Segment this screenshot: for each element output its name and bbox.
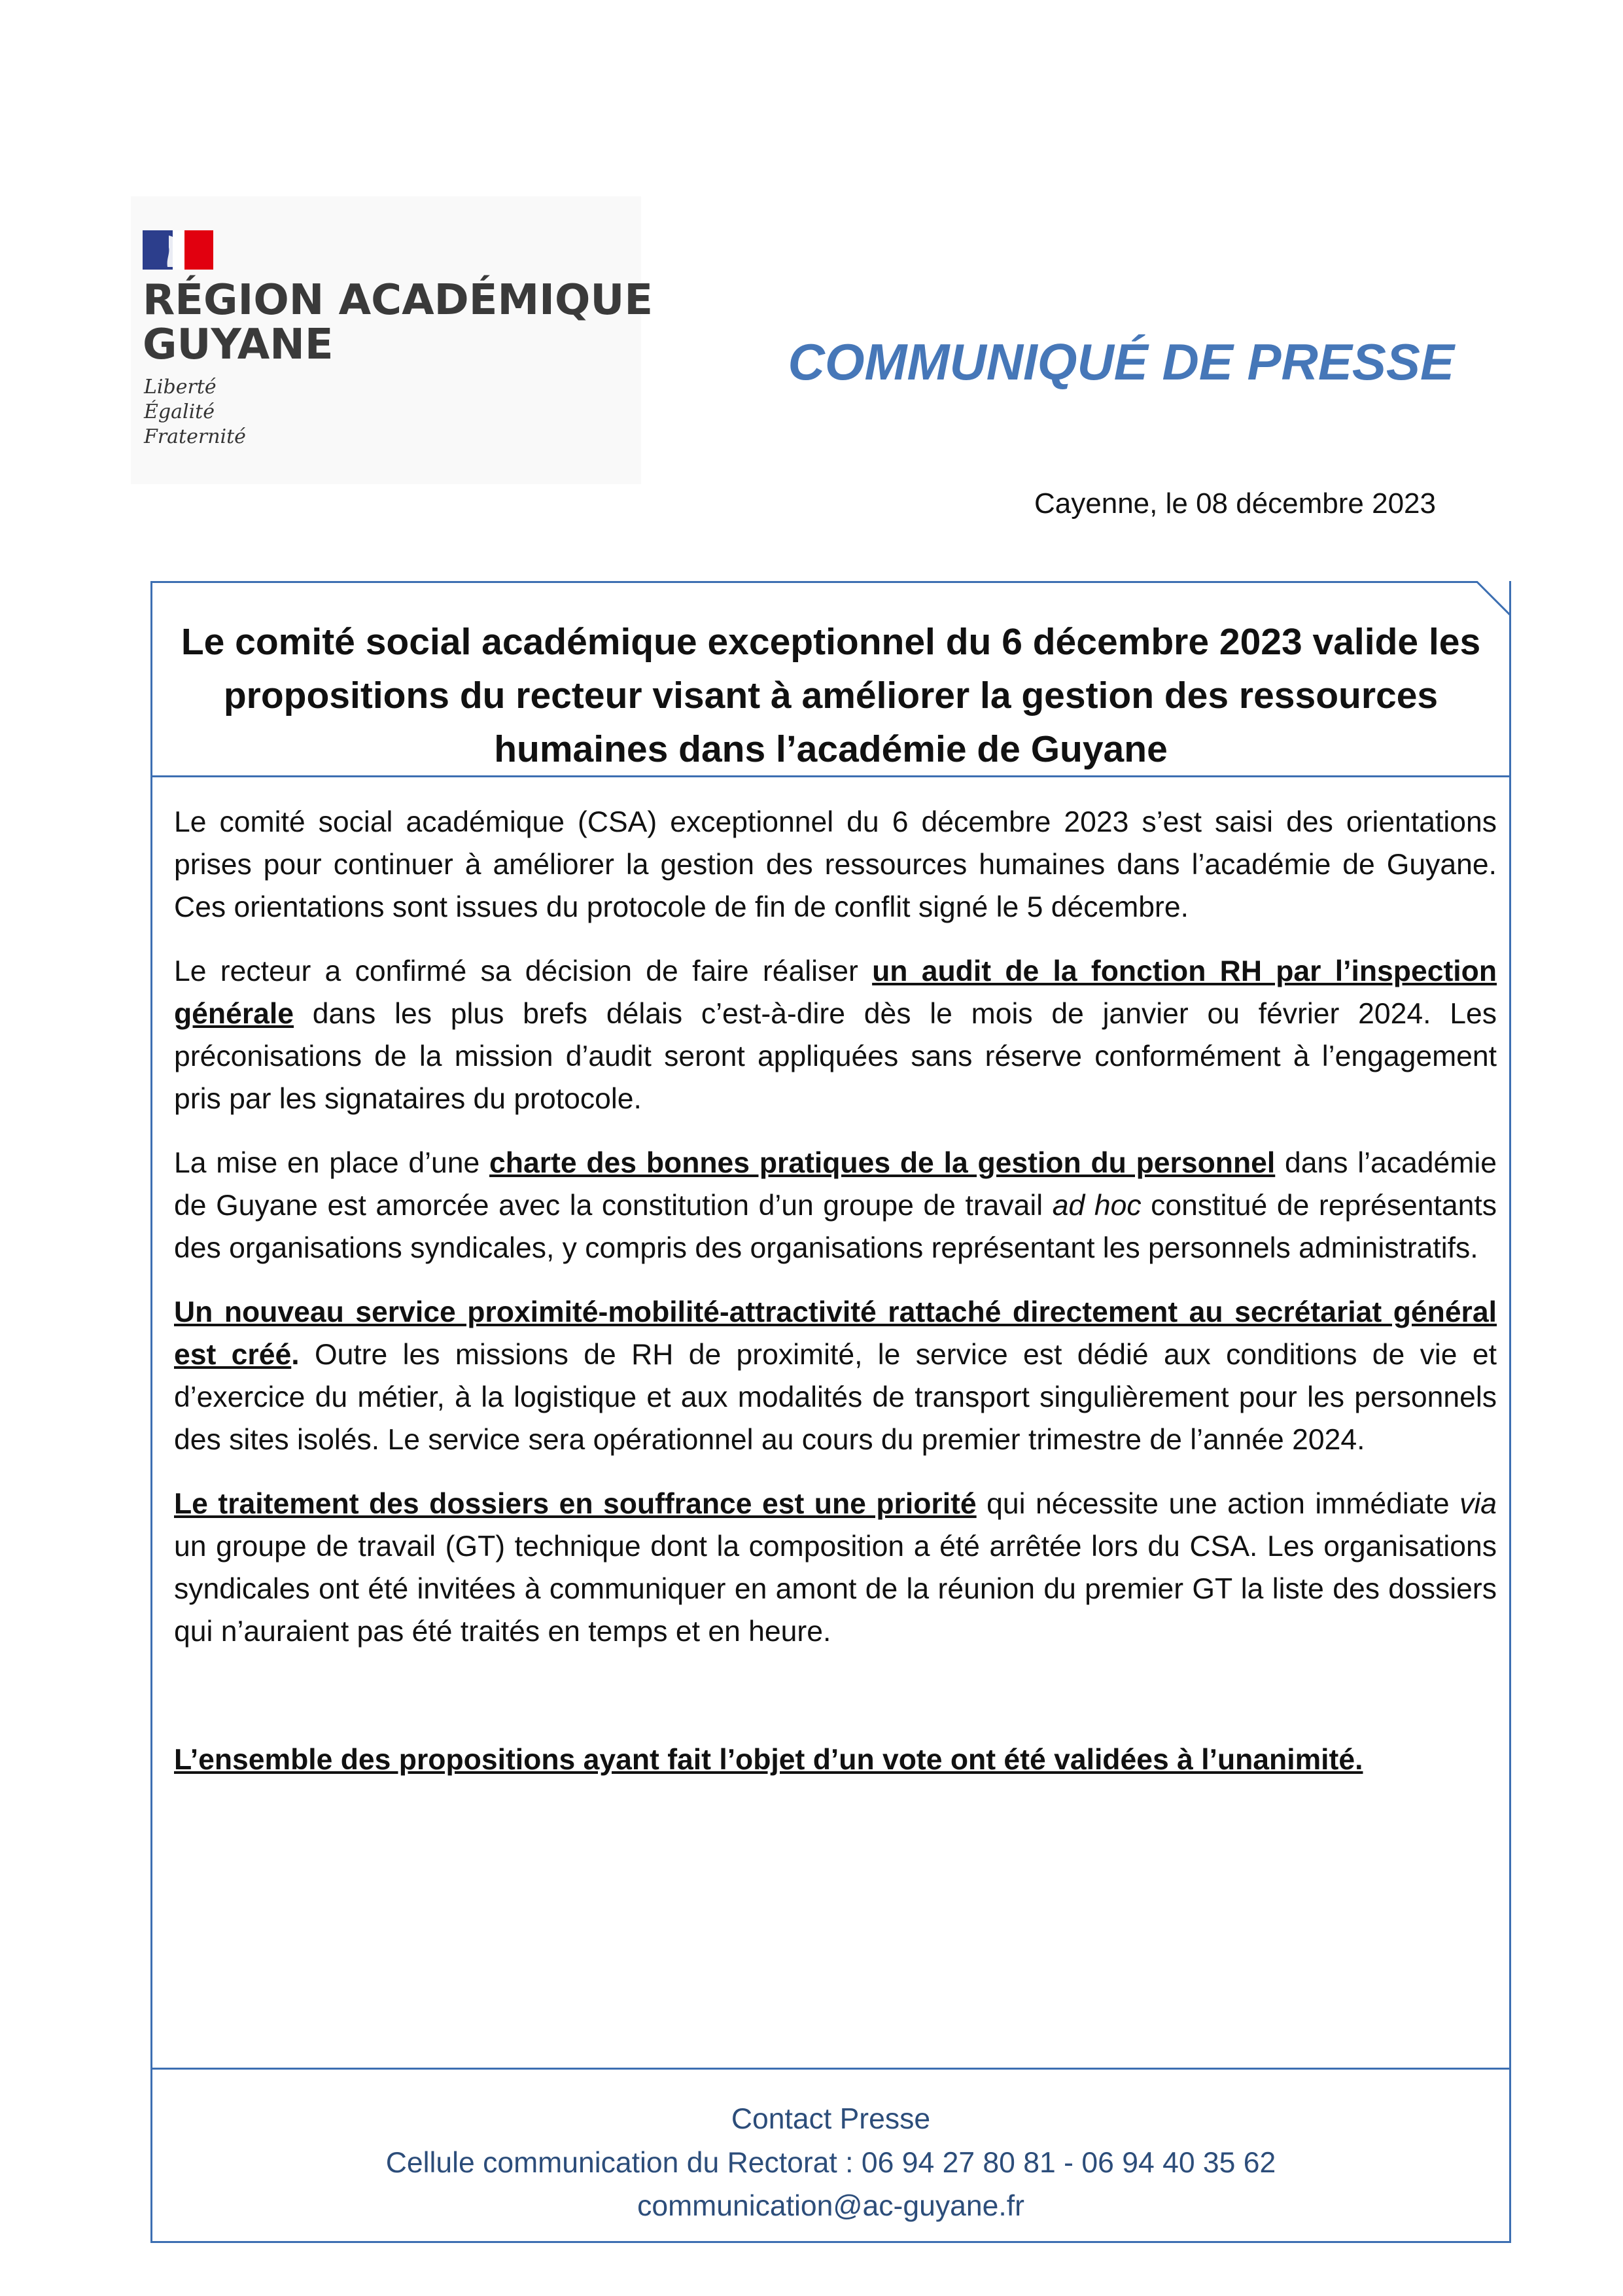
paragraph-3-highlight: charte des bonnes pratiques de la gestion du personnel — [489, 1147, 1276, 1179]
motto-egalite: Égalité — [144, 400, 215, 423]
paragraph-3-text-a: La mise en place d’une — [174, 1147, 490, 1179]
contact-email[interactable]: communication@ac-guyane.fr — [637, 2190, 1024, 2222]
press-release-title: COMMUNIQUÉ DE PRESSE — [788, 333, 1454, 391]
logo-title-line1: RÉGION ACADÉMIQUE — [143, 276, 654, 325]
paragraph-2 — [174, 950, 1497, 1120]
paragraph-3 — [174, 1142, 1497, 1269]
body-text — [174, 801, 1497, 1674]
paragraph-5-text-d: un groupe de travail (GT) technique dont la composition a été arrêtée lors du CSA. Les organisations syndicales ont été invitées à communiquer en amont de la réunion du premier GT la liste des dossiers qui n’auraient pas été traités en temps et en heure. — [174, 1530, 1497, 1648]
paragraph-3-text-c: dans l’académie de Guyane est amorcée avec la constitution d’un groupe de travail — [174, 1147, 1497, 1222]
paragraph-1: Le comité social académique (CSA) exceptionnel du 6 décembre 2023 s’est saisi des orientations prises pour continuer à améliorer la gestion des ressources humaines dans l’académie de Guyane. Ces orientations sont issues du protocole de fin de conflit signé le 5 décembre. — [174, 806, 1497, 923]
paragraph-3-text-e: constitué de représentants des organisations syndicales, y compris des organisations représentant les personnels administratifs. — [174, 1190, 1497, 1264]
paragraph-5-italic: via — [1459, 1488, 1497, 1520]
paragraph-4-highlight: Un nouveau service proximité-mobilité-attractivité rattaché directement au secrétariat général est créé — [174, 1296, 1497, 1371]
logo-title-line2: GUYANE — [143, 321, 334, 369]
logo-region-academique — [131, 196, 654, 484]
paragraph-5-highlight: Le traitement des dossiers en souffrance est une priorité — [174, 1488, 977, 1520]
motto-fraternite: Fraternité — [144, 425, 246, 448]
paragraph-3-italic: ad hoc — [1052, 1190, 1142, 1222]
paragraph-5 — [174, 1483, 1497, 1653]
conclusion: L’ensemble des propositions ayant fait l’objet d’un vote ont été validées à l’unanimité. — [174, 1744, 1363, 1776]
paragraph-2-text-c: dans les plus brefs délais c’est-à-dire dès le mois de janvier ou février 2024. Les préconisations de la mission d’audit seront appliquées sans réserve conformément à l’engagement pris par les signataires du protocole. — [174, 998, 1497, 1115]
paragraph-2-highlight: un audit de la fonction RH par l’inspection générale — [174, 955, 1497, 1030]
marianne-flag-icon — [143, 230, 213, 270]
paragraph-2-text-a: Le recteur a confirmé sa décision de faire réaliser — [174, 955, 873, 987]
headline: Le comité social académique exceptionnel du 6 décembre 2023 valide les propositions du recteur visant à améliorer la gestion des ressources humaines dans l’académie de Guyane — [181, 621, 1481, 770]
paragraph-4 — [174, 1291, 1497, 1461]
paragraph-4-text-c: Outre les missions de RH de proximité, le service est dédié aux conditions de vie et d’exercice du métier, à la logistique et aux modalités de transport singulièrement pour les personnels des sites isolés. Le service sera opérationnel au cours du premier trimestre de l’année 2024. — [174, 1339, 1497, 1456]
contact-title: Contact Presse — [731, 2103, 931, 2135]
paragraph-5-text-b: qui nécessite une action immédiate — [976, 1488, 1460, 1520]
motto-liberte: Liberté — [144, 376, 217, 398]
contact-phone-line: Cellule communication du Rectorat : 06 94 27 80 81 - 06 94 40 35 62 — [385, 2147, 1276, 2179]
paragraph-4-period: . — [291, 1339, 300, 1371]
place-date: Cayenne, le 08 décembre 2023 — [1034, 487, 1436, 520]
